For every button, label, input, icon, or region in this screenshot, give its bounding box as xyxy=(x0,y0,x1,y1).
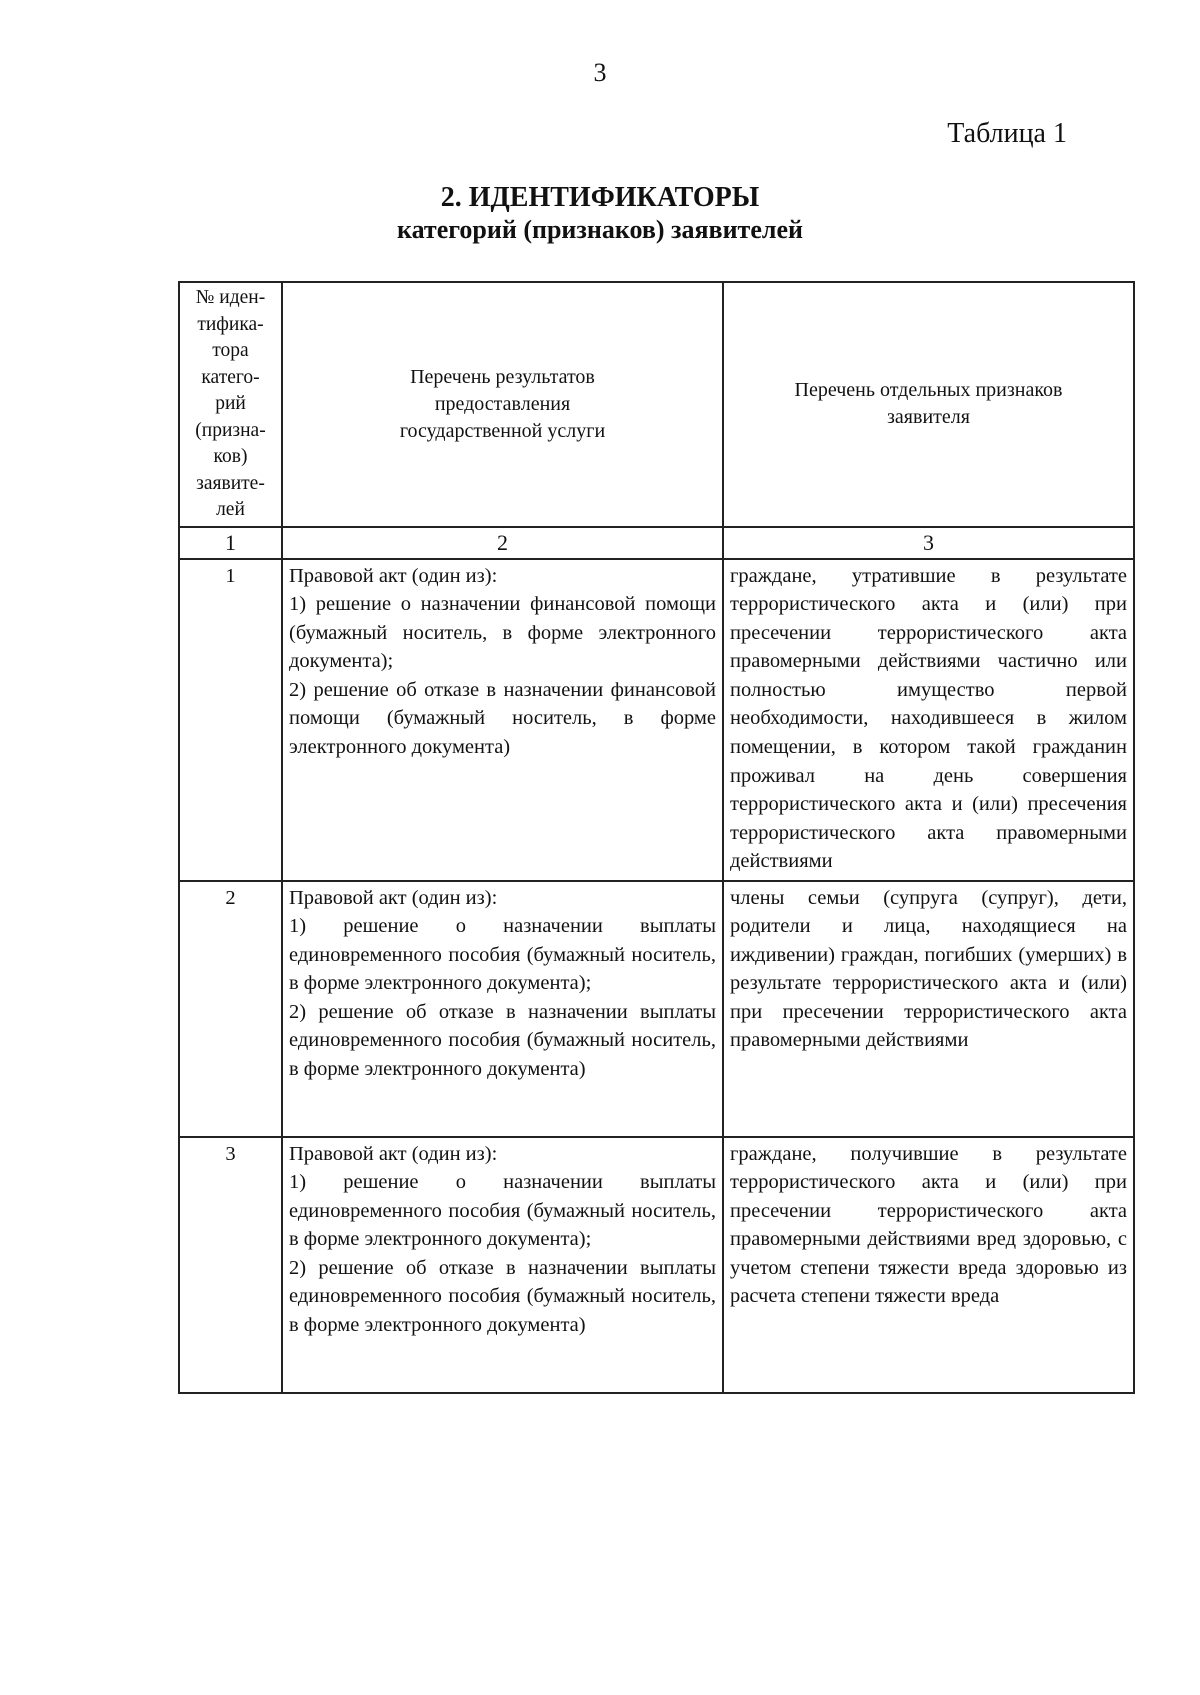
results-line: 2) решение об отказе в назначении выплаты единовременного пособия (бумажный носитель, в форме электронного документа) xyxy=(289,1000,716,1081)
results-line: 1) решение о назначении выплаты единовременного пособия (бумажный носитель, в форме электронного документа); xyxy=(289,915,716,995)
document-title: 2. ИДЕНТИФИКАТОРЫ xyxy=(440,182,760,213)
table-row xyxy=(179,1137,1134,1393)
table-label: Таблица 1 xyxy=(947,118,1067,149)
column-number-row xyxy=(179,527,1134,559)
title-block xyxy=(0,182,1200,246)
header-identifier-number: № иден- тифика- тора катего- рий (призна- ков) заявите- лей xyxy=(179,282,282,527)
category-id: 1 xyxy=(179,559,282,881)
signs-cell: граждане, утратившие в результате террористического акта и (или) при пресечении террористического акта правомерными действиями частично или полностью имущество первой необходимости, находившееся в жилом помещении, в котором такой гражданин проживал на день совершения террористического акта и (или) пресечения террористического акта правомерными действиями xyxy=(723,559,1134,881)
results-line: 1) решение о назначении финансовой помощи (бумажный носитель, в форме электронного документа); xyxy=(289,593,716,673)
signs-cell: члены семьи (супруга (супруг), дети, родители и лица, находящиеся на иждивении) граждан, погибших (умерших) в результате террористического акта и (или) при пресечении террористического акта правомерными действиями xyxy=(723,881,1134,1137)
category-id: 3 xyxy=(179,1137,282,1393)
results-cell xyxy=(282,1137,723,1393)
column-number: 2 xyxy=(282,527,723,559)
table-row xyxy=(179,559,1134,881)
results-line: 2) решение об отказе в назначении финансовой помощи (бумажный носитель, в форме электронного документа) xyxy=(289,678,716,759)
column-number: 3 xyxy=(723,527,1134,559)
results-line: 2) решение об отказе в назначении выплаты единовременного пособия (бумажный носитель, в форме электронного документа) xyxy=(289,1256,716,1337)
results-line: Правовой акт (один из): xyxy=(289,564,498,587)
results-cell xyxy=(282,559,723,881)
header-signs-list: Перечень отдельных признаков заявителя xyxy=(723,282,1134,527)
signs-cell: граждане, получившие в результате террористического акта и (или) при пресечении террористического акта правомерными действиями вред здоровью, с учетом степени тяжести вреда здоровью из расчета степени тяжести вреда xyxy=(723,1137,1134,1393)
header-results-list: Перечень результатов предоставления государственной услуги xyxy=(282,282,723,527)
document-subtitle: категорий (признаков) заявителей xyxy=(397,215,803,244)
header-row xyxy=(179,282,1134,527)
category-id: 2 xyxy=(179,881,282,1137)
results-cell xyxy=(282,881,723,1137)
table-row xyxy=(179,881,1134,1137)
page-number: 3 xyxy=(593,58,607,87)
results-line: Правовой акт (один из): xyxy=(289,1142,498,1165)
identifiers-table xyxy=(178,281,1135,1394)
results-line: 1) решение о назначении выплаты единовременного пособия (бумажный носитель, в форме электронного документа); xyxy=(289,1171,716,1251)
results-line: Правовой акт (один из): xyxy=(289,886,498,909)
column-number: 1 xyxy=(179,527,282,559)
